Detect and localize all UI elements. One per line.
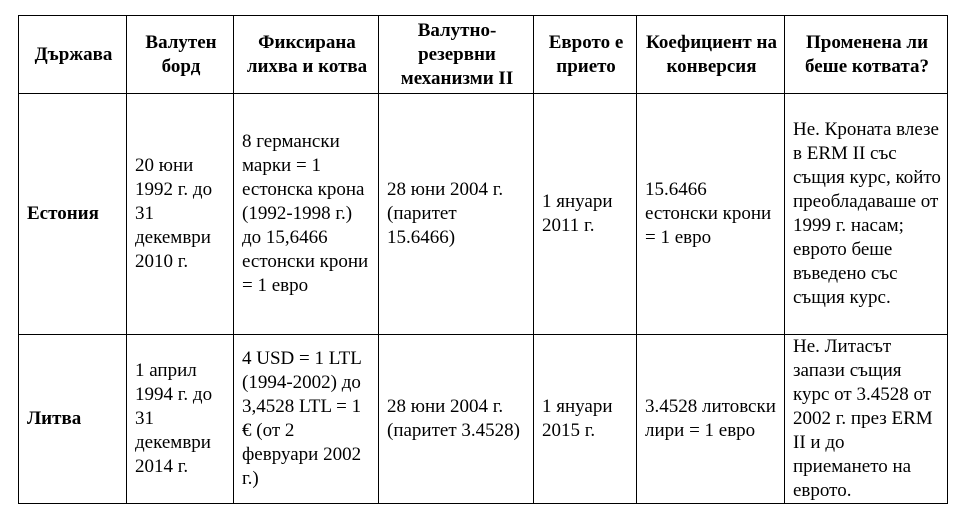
cell-euro-adopted: 1 януари 2015 г. xyxy=(534,335,637,504)
cell-peg-changed: Не. Кроната влезе в ERM II със същия курс, който преобладаваше от 1999 г. насам; еврото беше въведено със същия курс. xyxy=(785,94,948,335)
cell-currency-board: 1 април 1994 г. до 31 декември 2014 г. xyxy=(127,335,234,504)
cell-country: Естония xyxy=(19,94,127,335)
table-row xyxy=(19,335,948,504)
cell-conversion-rate: 15.6466 естонски крони = 1 евро xyxy=(637,94,785,335)
header-peg-changed: Променена ли беше котвата? xyxy=(785,16,948,94)
cell-currency-board: 20 юни 1992 г. до 31 декември 2010 г. xyxy=(127,94,234,335)
header-erm2: Валутно-резервни механизми II xyxy=(379,16,534,94)
cell-peg: 8 германски марки = 1 естонска крона (1992-1998 г.) до 15,6466 естонски крони = 1 евро xyxy=(234,94,379,335)
header-peg: Фиксирана лихва и котва xyxy=(234,16,379,94)
cell-peg: 4 USD = 1 LTL (1994-2002) до 3,4528 LTL = 1 € (от 2 февруари 2002 г.) xyxy=(234,335,379,504)
cell-erm2: 28 юни 2004 г. (паритет 3.4528) xyxy=(379,335,534,504)
cell-conversion-rate: 3.4528 литовски лири = 1 евро xyxy=(637,335,785,504)
cell-euro-adopted: 1 януари 2011 г. xyxy=(534,94,637,335)
currency-board-table xyxy=(18,15,948,504)
cell-peg-changed: Не. Литасът запази същия курс от 3.4528 от 2002 г. през ERM II и до приемането на еврото. xyxy=(785,335,948,504)
header-country: Държава xyxy=(19,16,127,94)
cell-country: Литва xyxy=(19,335,127,504)
cell-erm2: 28 юни 2004 г. (паритет 15.6466) xyxy=(379,94,534,335)
table-row xyxy=(19,94,948,335)
header-currency-board: Валутен борд xyxy=(127,16,234,94)
header-conversion-rate: Коефициент на конверсия xyxy=(637,16,785,94)
table-header-row xyxy=(19,16,948,94)
header-euro-adopted: Еврото е прието xyxy=(534,16,637,94)
